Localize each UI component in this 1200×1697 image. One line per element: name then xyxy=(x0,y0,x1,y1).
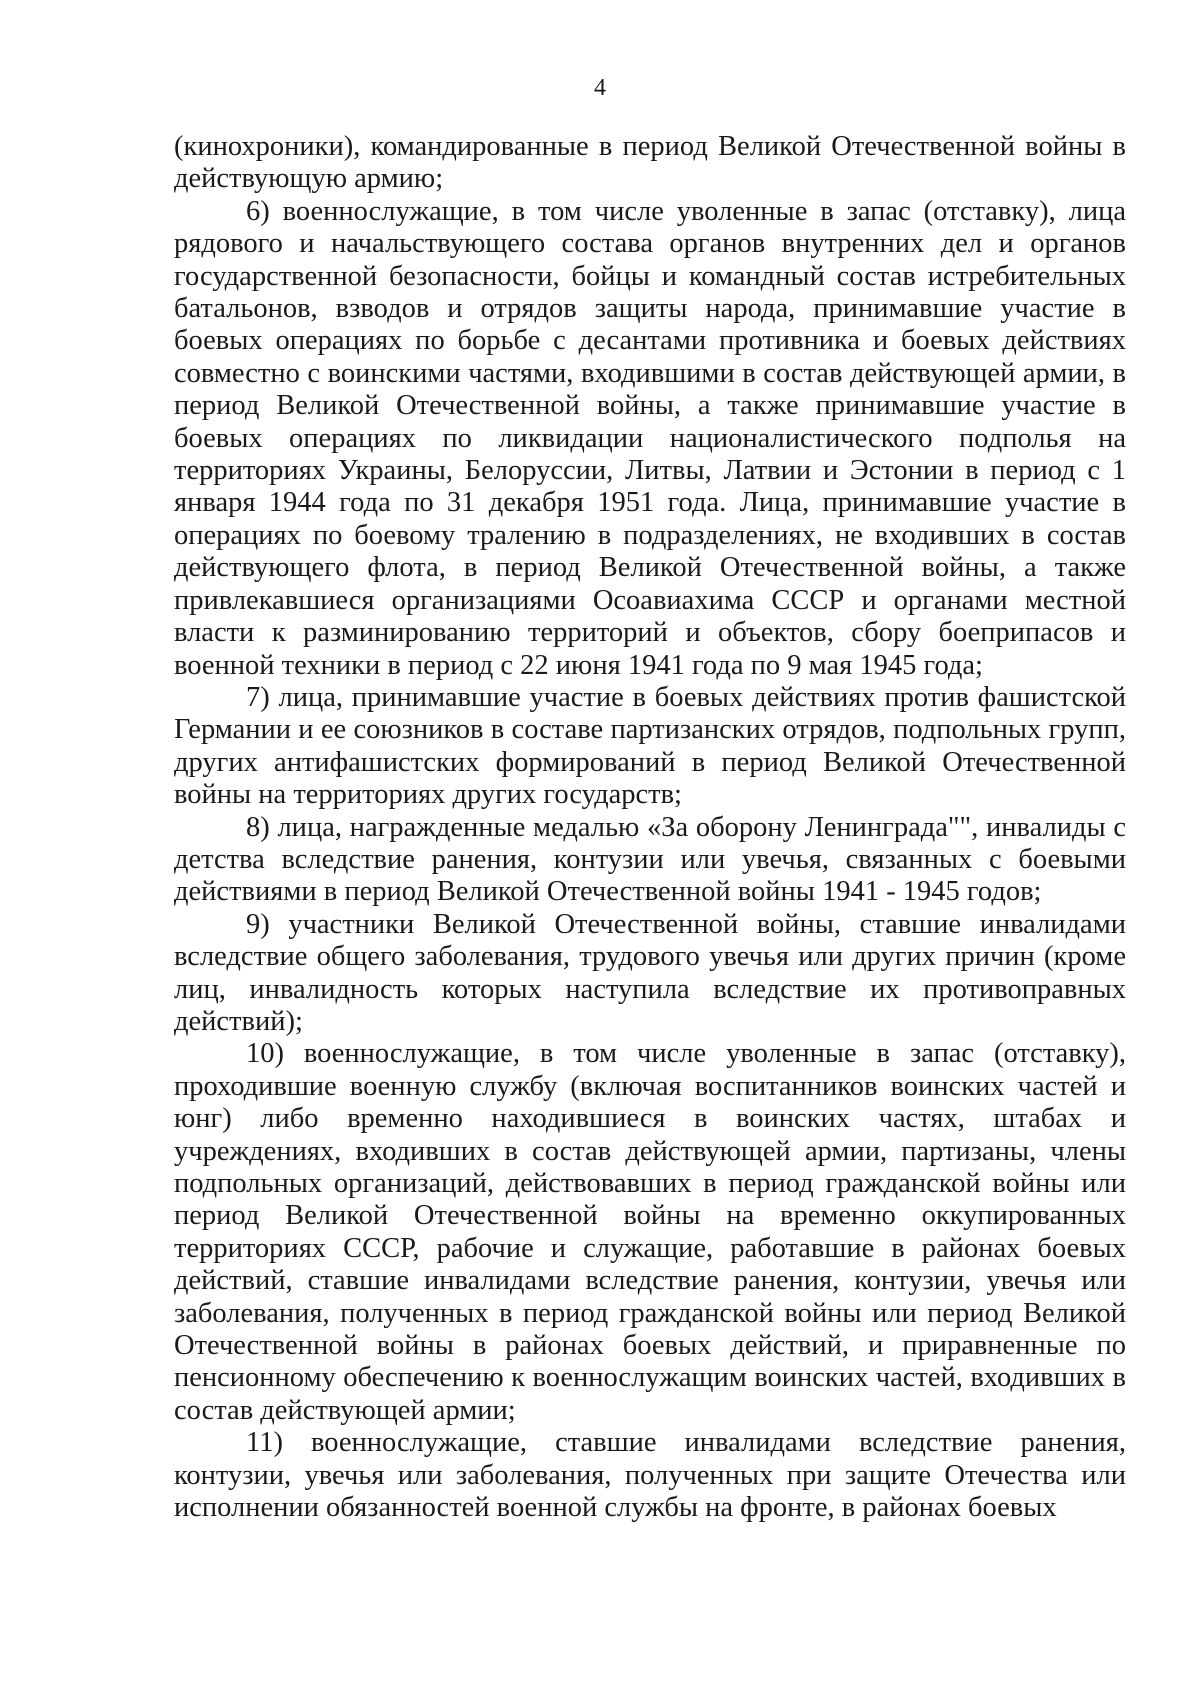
paragraph-item-8: 8) лица, награжденные медалью «За оборону Ленинграда"", инвалиды с детства вследствие ранения, контузии или увечья, связанных с боевыми действиями в период Великой Отечественной войны 1941 - 1945 годов; xyxy=(174,811,1126,908)
paragraph-item-9: 9) участники Великой Отечественной войны, ставшие инвалидами вследствие общего заболевания, трудового увечья или других причин (кроме лиц, инвалидность которых наступила вследствие их противоправных действий); xyxy=(174,908,1126,1037)
paragraph-item-6: 6) военнослужащие, в том числе уволенные в запас (отставку), лица рядового и начальствующего состава органов внутренних дел и органов государственной безопасности, бойцы и командный состав истребительных батальонов, взводов и отрядов защиты народа, принимавшие участие в боевых операциях по борьбе с десантами противника и боевых действиях совместно с воинскими частями, входившими в состав действующей армии, в период Великой Отечественной войны, а также принимавшие участие в боевых операциях по ликвидации националистического подполья на территориях Украины, Белоруссии, Литвы, Латвии и Эстонии в период с 1 января 1944 года по 31 декабря 1951 года. Лица, принимавшие участие в операциях по боевому тралению в подразделениях, не входивших в состав действующего флота, в период Великой Отечественной войны, а также привлекавшиеся организациями Осоавиахима СССР и органами местной власти к разминированию территорий и объектов, сбору боеприпасов и военной техники в период с 22 июня 1941 года по 9 мая 1945 года; xyxy=(174,195,1126,681)
document-body xyxy=(174,131,1126,1524)
paragraph-continuation: (кинохроники), командированные в период Великой Отечественной войны в действующую армию; xyxy=(174,131,1126,195)
paragraph-item-11: 11) военнослужащие, ставшие инвалидами вследствие ранения, контузии, увечья или заболевания, полученных при защите Отечества или исполнении обязанностей военной службы на фронте, в районах боевых xyxy=(174,1427,1126,1524)
paragraph-item-7: 7) лица, принимавшие участие в боевых действиях против фашистской Германии и ее союзников в составе партизанских отрядов, подпольных групп, других антифашистских формирований в период Великой Отечественной войны на территориях других государств; xyxy=(174,681,1126,811)
page-number: 4 xyxy=(594,75,606,101)
paragraph-item-10: 10) военнослужащие, в том числе уволенные в запас (отставку), проходившие военную службу (включая воспитанников воинских частей и юнг) либо временно находившиеся в воинских частях, штабах и учреждениях, входивших в состав действующей армии, партизаны, члены подпольных организаций, действовавших в период гражданской войны или период Великой Отечественной войны на временно оккупированных территориях СССР, рабочие и служащие, работавшие в районах боевых действий, ставшие инвалидами вследствие ранения, контузии, увечья или заболевания, полученных в период гражданской войны или период Великой Отечественной войны в районах боевых действий, и приравненные по пенсионному обеспечению к военнослужащим воинских частей, входивших в состав действующей армии; xyxy=(174,1038,1126,1426)
